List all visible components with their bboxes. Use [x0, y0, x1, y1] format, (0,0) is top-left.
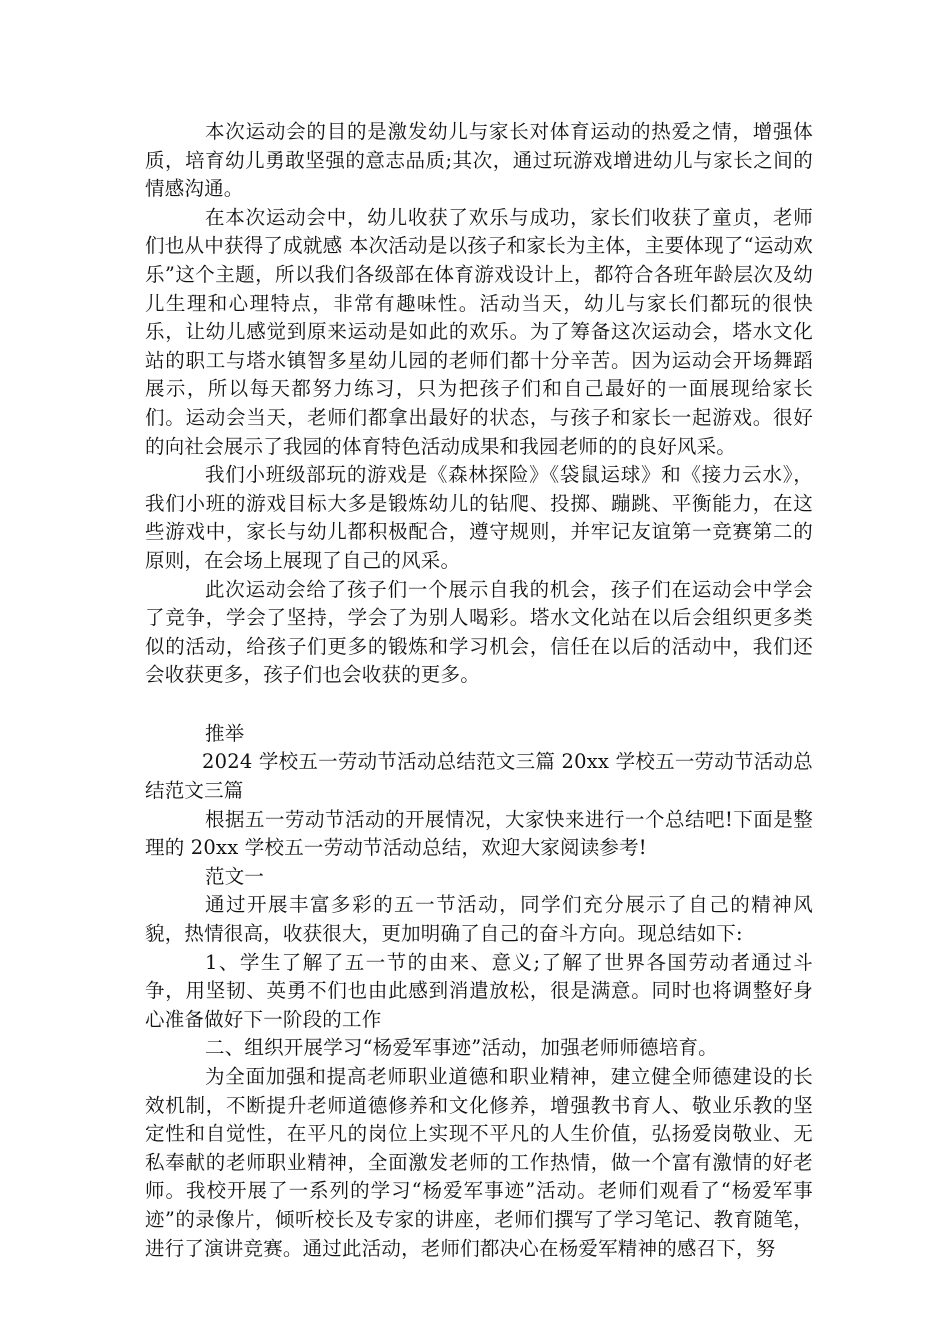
- sample-label: 范文一: [205, 864, 265, 888]
- paragraph-conclusion: 此次运动会给了孩子们一个展示自我的机会，孩子们在运动会中学会了竞争，学会了坚持，学会了为别人喝彩。塔水文化站在以后会组织更多类似的活动，给孩子们更多的锻炼和学习机会，信任在以后的活动中，我们还会收获更多，孩子们也会收获的更多。: [145, 577, 813, 687]
- paragraph-small-class-games: 我们小班级部玩的游戏是《森林探险》《袋鼠运球》和《接力云水》，我们小班的游戏目标大多是锻炼幼儿的钻爬、投掷、蹦跳、平衡能力，在这些游戏中，家长与幼儿都积极配合，遵守规则，并牢记友谊第一竞赛第二的原则，在会场上展现了自己的风采。: [145, 463, 813, 572]
- document-body: [145, 118, 813, 1263]
- spacer: [145, 690, 813, 720]
- paragraph-sports-meet-purpose: 本次运动会的目的是激发幼儿与家长对体育运动的热爱之情，增强体质，培育幼儿勇敢坚强的意志品质;其次，通过玩游戏增进幼儿与家长之间的情感沟通。: [145, 120, 813, 201]
- paragraph-teacher-ethics: 为全面加强和提高老师职业道德和职业精神，建立健全师德建设的长效机制，不断提升老师道德修养和文化修养，增强教书育人、敬业乐教的坚定性和自觉性，在平凡的岗位上实现不平凡的人生价值，弘扬爱岗敬业、无私奉献的老师职业精神，全面激发老师的工作热情，做一个富有激情的好老师。我校开展了一系列的学习“杨爱军事迹”活动。老师们观看了“杨爱军事迹”的录像片，倾听校长及专家的讲座，老师们撰写了学习笔记、教育随笔，进行了演讲竞赛。通过此活动，老师们都决心在杨爱军精神的感召下，努: [145, 1065, 813, 1260]
- paragraph-point-one: 1、学生了解了五一节的由来、意义;了解了世界各国劳动者通过斗争，用坚韧、英勇不们也由此感到消遣放松，很是满意。同时也将调整好身心准备做好下一阶段的工作: [145, 950, 813, 1031]
- paragraph-point-two-heading: 二、组织开展学习“杨爱军事迹”活动，加强老师师德培育。: [205, 1036, 718, 1060]
- recommend-title: 2024 学校五一劳动节活动总结范文三篇 20xx 学校五一劳动节活动总结范文三篇: [145, 750, 813, 803]
- paragraph-sports-meet-review: 在本次运动会中，幼儿收获了欢乐与成功，家长们收获了童贞，老师们也从中获得了成就感 本次活动是以孩子和家长为主体，主要体现了“运动欢乐”这个主题，所以我们各级部在体育游戏设计上，都符合各班年龄层次及幼儿生理和心理特点，非常有趣味性。活动当天，幼儿与家长们都玩的很快乐，让幼儿感觉到原来运动是如此的欢乐。为了筹备这次运动会，塔水文化站的职工与塔水镇智多星幼儿园的老师们都十分辛苦。因为运动会开场舞蹈展示，所以每天都努力练习，只为把孩子们和自己最好的一面展现给家长们。运动会当天，老师们都拿出最好的状态，与孩子和家长一起游戏。很好的向社会展示了我园的体育特色活动成果和我园老师的的良好风采。: [145, 205, 813, 458]
- paragraph-may-day-summary: 通过开展丰富多彩的五一节活动，同学们充分展示了自己的精神风貌，热情很高，收获很大，更加明确了自己的奋斗方向。现总结如下:: [145, 893, 813, 946]
- paragraph-intro: 根据五一劳动节活动的开展情况，大家快来进行一个总结吧!下面是整理的 20xx 学校五一劳动节活动总结，欢迎大家阅读参考!: [145, 807, 813, 860]
- recommend-label: 推举: [205, 721, 245, 745]
